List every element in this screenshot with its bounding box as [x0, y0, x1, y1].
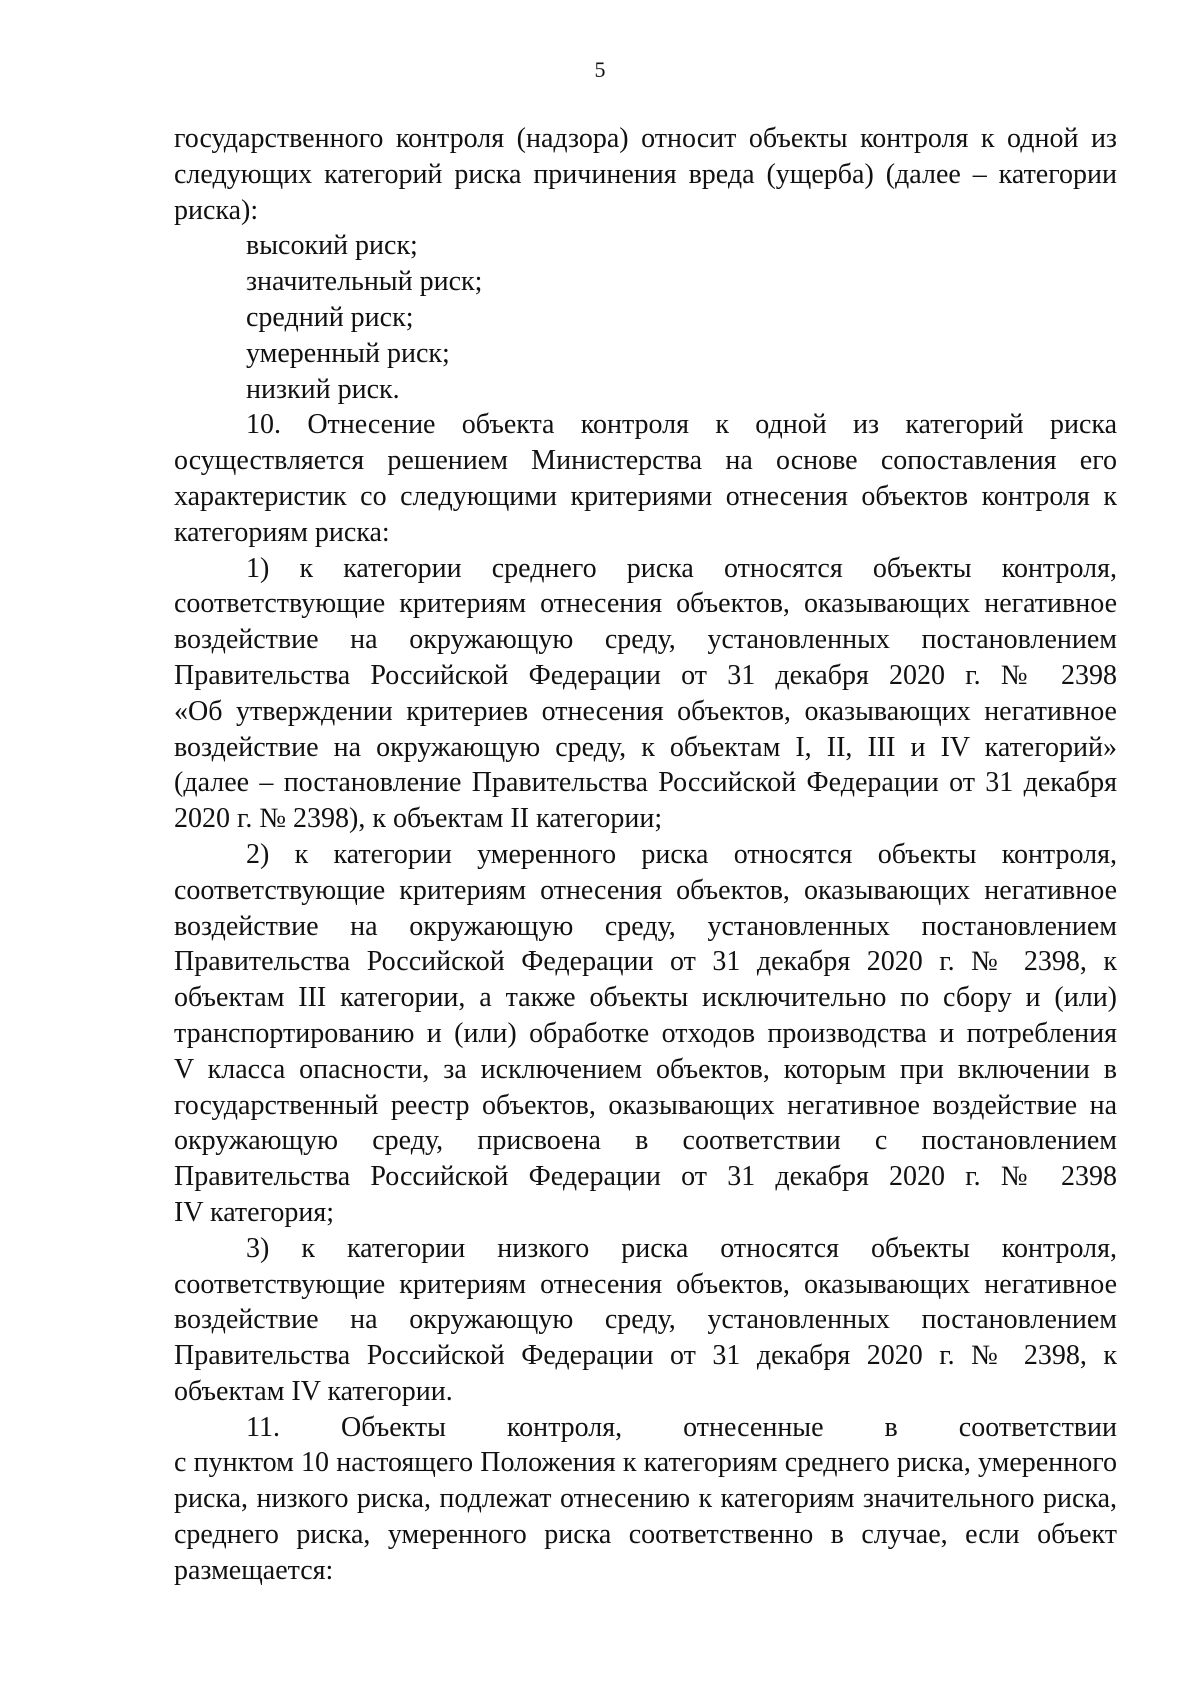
- text-line: воздействие на окружающую среду, установленных постановлением: [174, 910, 1117, 942]
- text-line: соответствующие критериям отнесения объектов, оказывающих негативное: [174, 1268, 1117, 1300]
- text-line: IV категория;: [174, 1196, 335, 1228]
- text-line: соответствующие критериям отнесения объектов, оказывающих негативное: [174, 874, 1117, 906]
- clause-10: [174, 407, 1117, 550]
- text-line: V класса опасности, за исключением объектов, которым при включении в: [174, 1053, 1117, 1085]
- list-item: значительный риск;: [246, 266, 483, 298]
- text-line: Правительства Российской Федерации от 31 декабря 2020 г. № 2398: [174, 1161, 1117, 1193]
- list-item: средний риск;: [246, 301, 414, 333]
- text-line: риска, низкого риска, подлежат отнесению к категориям значительного риска,: [174, 1483, 1117, 1515]
- text-line: Правительства Российской Федерации от 31 декабря 2020 г. № 2398: [174, 659, 1117, 691]
- page-number: 5: [594, 57, 606, 82]
- text-line: 3) к категории низкого риска относятся объекты контроля,: [246, 1232, 1117, 1264]
- text-line: 10. Отнесение объекта контроля к одной из категорий риска: [246, 409, 1117, 441]
- text-line: воздействие на окружающую среду, установленных постановлением: [174, 1304, 1117, 1336]
- clause-10-item-2: [174, 837, 1117, 1231]
- list-item: низкий риск.: [246, 373, 400, 405]
- text-line: Правительства Российской Федерации от 31 декабря 2020 г. № 2398, к: [174, 946, 1117, 978]
- text-line: воздействие на окружающую среду, к объектам I, II, III и IV категорий»: [174, 731, 1117, 763]
- text-line: риска):: [174, 194, 259, 226]
- text-line: Правительства Российской Федерации от 31 декабря 2020 г. № 2398, к: [174, 1340, 1117, 1372]
- text-line: транспортированию и (или) обработке отходов производства и потребления: [174, 1017, 1117, 1049]
- text-line: осуществляется решением Министерства на основе сопоставления его: [174, 445, 1117, 477]
- text-line: размещается:: [174, 1554, 334, 1586]
- risk-category-list: [174, 228, 1117, 407]
- text-line: 2) к категории умеренного риска относятся объекты контроля,: [246, 838, 1117, 870]
- clause-11: [174, 1410, 1117, 1589]
- text-line: следующих категорий риска причинения вреда (ущерба) (далее – категории: [174, 158, 1117, 190]
- text-line: воздействие на окружающую среду, установленных постановлением: [174, 624, 1117, 656]
- text-line: (далее – постановление Правительства Российской Федерации от 31 декабря: [174, 767, 1117, 799]
- text-line: объектам III категории, а также объекты исключительно по сбору и (или): [174, 982, 1117, 1014]
- text-line: категориям риска:: [174, 516, 390, 548]
- text-line: соответствующие критериям отнесения объектов, оказывающих негативное: [174, 588, 1117, 620]
- document-body: [174, 121, 1117, 1589]
- text-line: государственный реестр объектов, оказывающих негативное воздействие на: [174, 1089, 1117, 1121]
- text-line: 1) к категории среднего риска относятся объекты контроля,: [246, 552, 1117, 584]
- list-item: умеренный риск;: [246, 337, 450, 369]
- clause-10-item-1: [174, 551, 1117, 837]
- text-line: 2020 г. № 2398), к объектам II категории;: [174, 803, 663, 835]
- text-line: объектам IV категории.: [174, 1375, 453, 1407]
- clause-10-item-3: [174, 1231, 1117, 1410]
- text-line: государственного контроля (надзора) относит объекты контроля к одной из: [174, 123, 1117, 154]
- text-line: окружающую среду, присвоена в соответствии с постановлением: [174, 1125, 1117, 1157]
- text-line: «Об утверждении критериев отнесения объектов, оказывающих негативное: [174, 695, 1117, 727]
- list-item: высокий риск;: [246, 230, 418, 262]
- text-line: характеристик со следующими критериями отнесения объектов контроля к: [174, 480, 1117, 512]
- text-line: 11. Объекты контроля, отнесенные в соответствии: [246, 1411, 1117, 1443]
- text-line: среднего риска, умеренного риска соответственно в случае, если объект: [174, 1519, 1117, 1551]
- intro-paragraph: [174, 121, 1117, 228]
- text-line: с пунктом 10 настоящего Положения к категориям среднего риска, умеренного: [174, 1447, 1117, 1479]
